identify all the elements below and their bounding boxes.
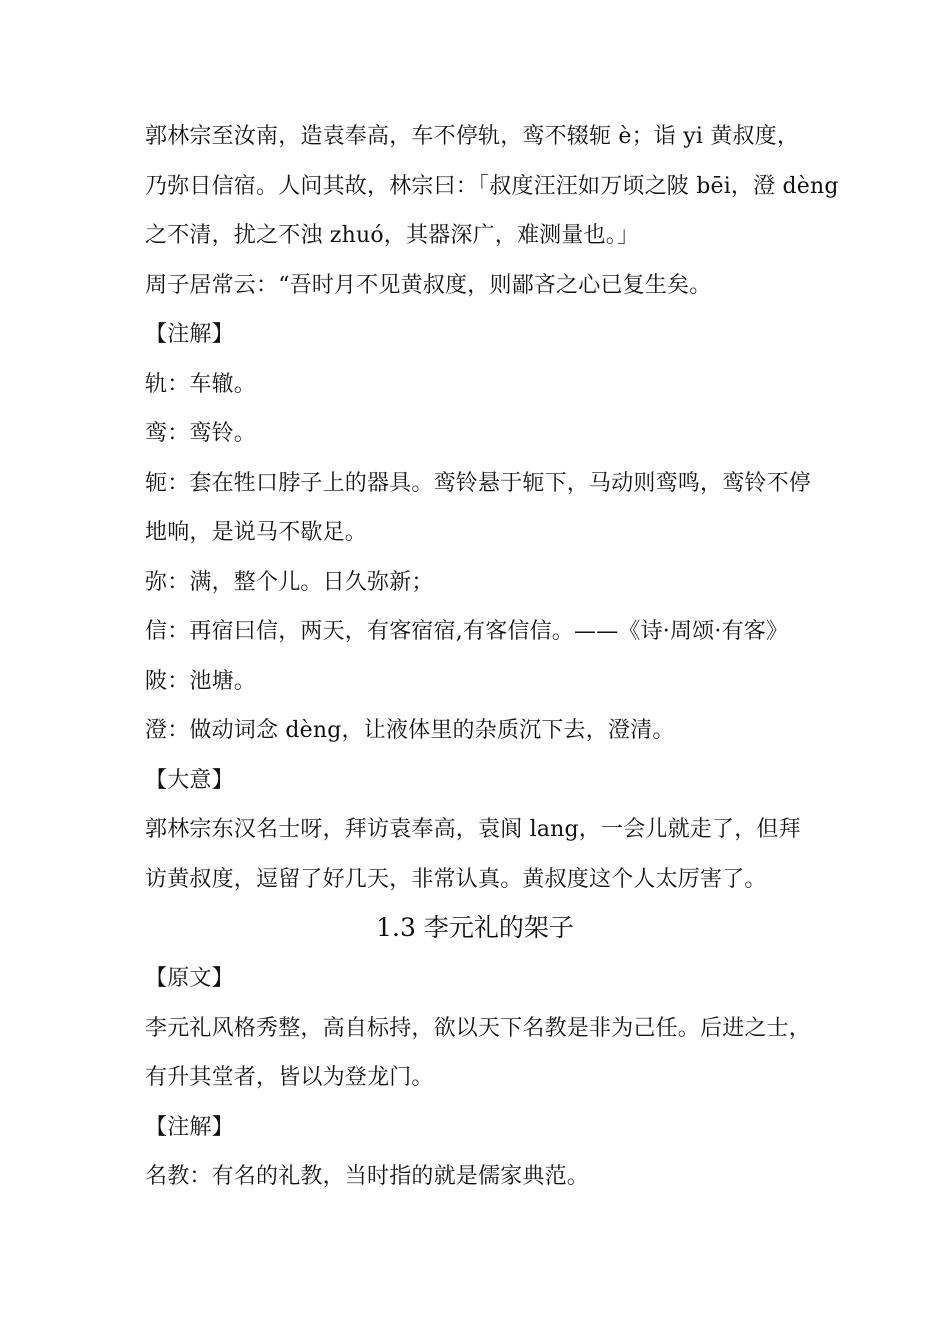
text-line: 之不清，扰之不浊 zhuó，其器深广，难测量也。」 bbox=[145, 223, 640, 248]
notes-heading: 【注解】 bbox=[145, 1115, 234, 1140]
original-heading: 【原文】 bbox=[145, 966, 234, 991]
summary-heading: 【大意】 bbox=[145, 768, 234, 793]
note-line: 名教：有名的礼教，当时指的就是儒家典范。 bbox=[145, 1164, 590, 1189]
text-line: 周子居常云：“吾时月不见黄叔度，则鄙吝之心已复生矣。 bbox=[145, 273, 712, 298]
summary-line: 访黄叔度，逗留了好几天，非常认真。黄叔度这个人太厉害了。 bbox=[145, 867, 767, 892]
original-line: 李元礼风格秀整，高自标持，欲以天下名教是非为己任。后进之士， bbox=[145, 1016, 812, 1041]
note-line: 弥：满，整个儿。日久弥新； bbox=[145, 570, 434, 595]
notes-heading: 【注解】 bbox=[145, 322, 234, 347]
text-line: 郭林宗至汝南，造袁奉高，车不停轨，鸾不辍轭 è；诣 yi 黄叔度， bbox=[145, 124, 800, 149]
note-line: 信：再宿曰信，两天，有客宿宿,有客信信。——《诗·周颂·有客》 bbox=[145, 619, 789, 644]
note-line: 陂：池塘。 bbox=[145, 669, 257, 694]
note-line: 鸾：鸾铃。 bbox=[145, 421, 257, 446]
note-line: 轨：车辙。 bbox=[145, 372, 257, 397]
text-line: 乃弥日信宿。人问其故，林宗曰：「叔度汪汪如万顷之陂 bēi，澄 dèng bbox=[145, 174, 839, 199]
note-line: 轭：套在牲口脖子上的器具。鸾铃悬于轭下，马动则鸾鸣，鸾铃不停 bbox=[145, 471, 812, 496]
summary-line: 郭林宗东汉名士呀，拜访袁奉高，袁阆 lang，一会儿就走了，但拜 bbox=[145, 817, 801, 842]
section-title: 1.3 李元礼的架子 bbox=[376, 913, 574, 942]
note-line: 澄：做动词念 dèng，让液体里的杂质沉下去，澄清。 bbox=[145, 718, 675, 743]
note-line: 地响，是说马不歇足。 bbox=[145, 520, 368, 545]
original-line: 有升其堂者，皆以为登龙门。 bbox=[145, 1065, 434, 1090]
